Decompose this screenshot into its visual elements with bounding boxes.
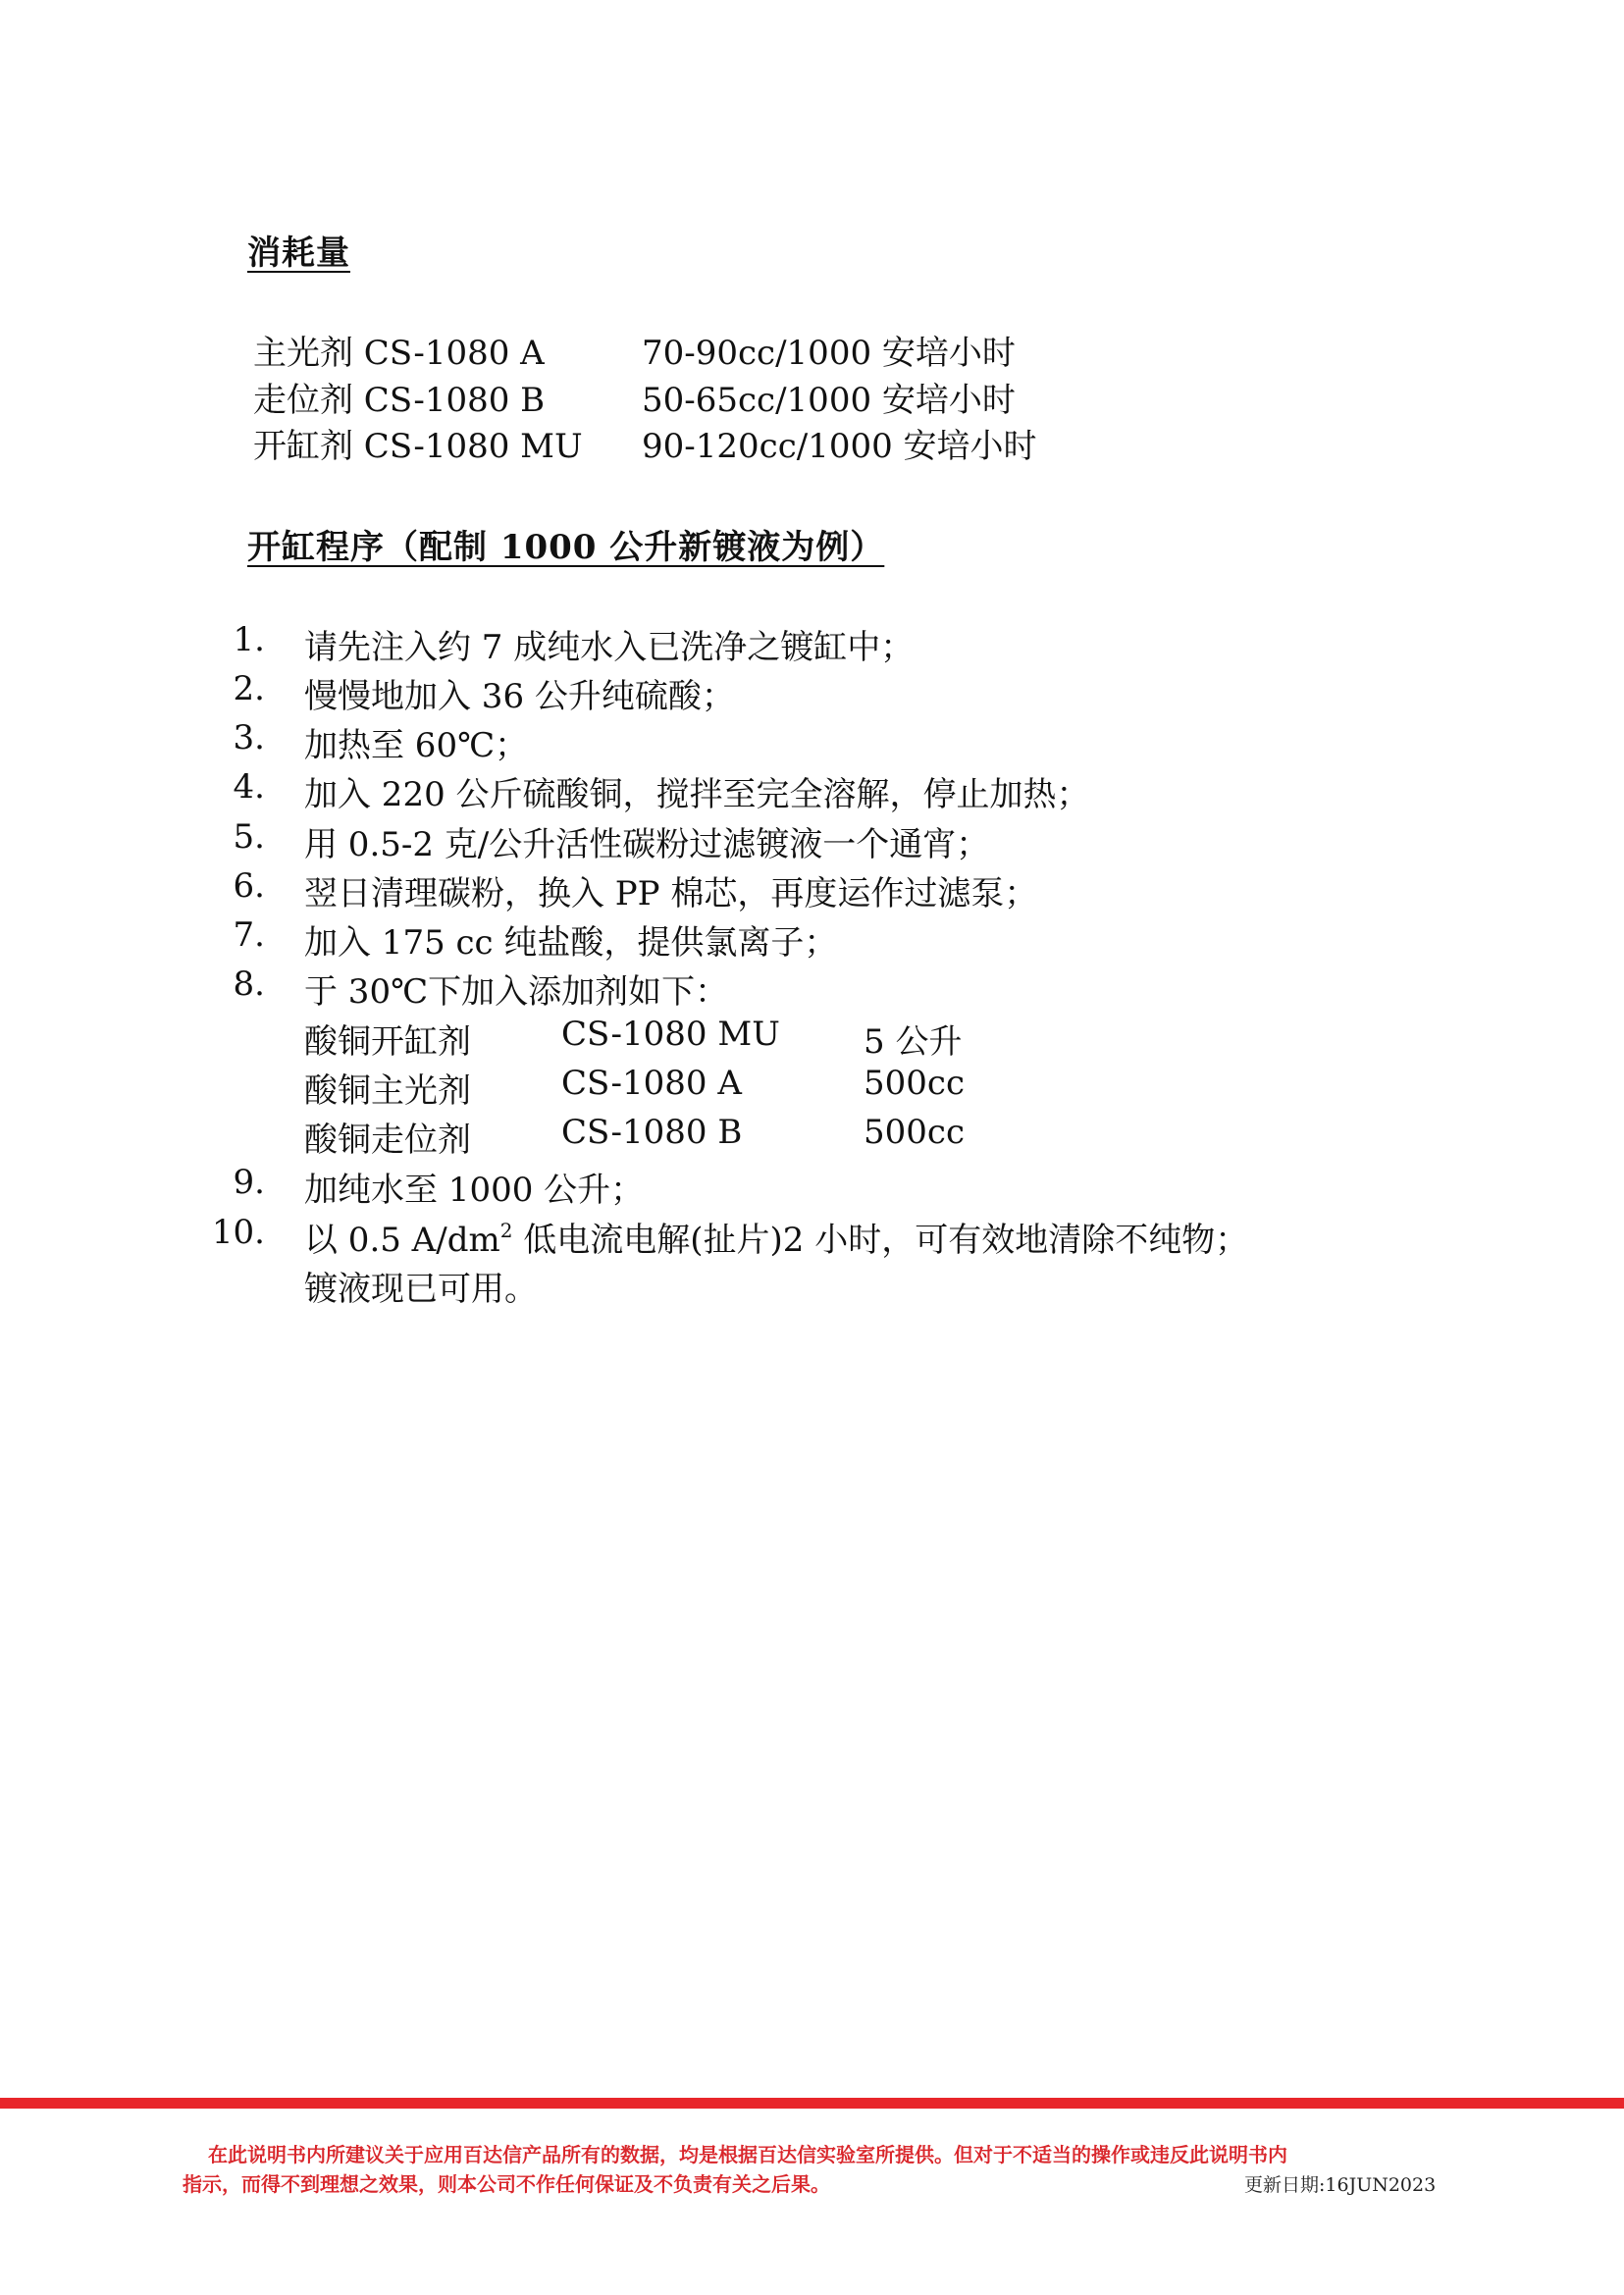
- additive-code: CS-1080 A: [561, 1064, 742, 1103]
- step-number: 10.: [211, 1213, 265, 1252]
- step-number: 5.: [233, 817, 265, 857]
- additive-code: CS-1080 MU: [561, 1015, 780, 1054]
- step-number: 1.: [233, 620, 265, 659]
- additive-code: CS-1080 B: [561, 1113, 743, 1152]
- step-text: 镀液现已可用。: [304, 1270, 538, 1309]
- step-text: 加入 220 公斤硫酸铜，搅拌至完全溶解，停止加热；: [304, 775, 1090, 814]
- consumption-product: 走位剂 CS-1080 B: [253, 381, 546, 420]
- superscript: 2: [499, 1219, 513, 1242]
- step-text: 加纯水至 1000 公升；: [304, 1171, 645, 1210]
- consumption-rate: 70-90cc/1000 安培小时: [642, 334, 1016, 373]
- additive-amount: 500cc: [864, 1064, 965, 1103]
- procedure-heading: 开缸程序（配制 1000 公升新镀液为例）: [247, 528, 885, 567]
- consumption-product: 主光剂 CS-1080 A: [253, 334, 545, 373]
- consumption-heading: 消耗量: [247, 234, 350, 273]
- step-text: 加入 175 cc 纯盐酸，提供氯离子；: [304, 923, 838, 963]
- step-number: 4.: [233, 767, 265, 807]
- step-number: 6.: [233, 866, 265, 906]
- update-date: 更新日期:16JUN2023: [1244, 2174, 1437, 2196]
- footer-divider: [0, 2098, 1624, 2109]
- step-number: 3.: [233, 718, 265, 757]
- additive-name: 酸铜走位剂: [304, 1121, 471, 1160]
- step-text: 加热至 60℃；: [304, 726, 529, 765]
- step-text: 请先注入约 7 成纯水入已洗净之镀缸中；: [304, 628, 915, 667]
- step-text: [304, 1213, 1248, 1261]
- additive-name: 酸铜开缸剂: [304, 1022, 471, 1062]
- step-text: 翌日清理碳粉，换入 PP 棉芯，再度运作过滤泵；: [304, 874, 1038, 913]
- step-text-part: 以 0.5 A/dm: [304, 1221, 500, 1260]
- step-text: 慢慢地加入 36 公升纯硫酸；: [304, 677, 735, 716]
- step-number: 8.: [233, 965, 265, 1004]
- step-number: 2.: [233, 669, 265, 708]
- consumption-rate: 50-65cc/1000 安培小时: [642, 381, 1016, 420]
- step-number: 7.: [233, 915, 265, 955]
- additive-amount: 5 公升: [864, 1022, 963, 1062]
- footer-disclaimer: 在此说明书内所建议关于应用百达信产品所有的数据，均是根据百达信实验室所提供。但对于不适当的操作或违反此说明书内: [208, 2143, 1287, 2166]
- consumption-rate: 90-120cc/1000 安培小时: [642, 427, 1037, 466]
- consumption-product: 开缸剂 CS-1080 MU: [253, 427, 583, 466]
- step-text: 于 30℃下加入添加剂如下：: [304, 972, 729, 1012]
- step-text-part: 低电流电解(扯片)2 小时，可有效地清除不纯物；: [512, 1221, 1249, 1260]
- step-number: 9.: [233, 1163, 265, 1202]
- additive-amount: 500cc: [864, 1113, 965, 1152]
- step-text: 用 0.5-2 克/公升活性碳粉过滤镀液一个通宵；: [304, 825, 990, 864]
- additive-name: 酸铜主光剂: [304, 1071, 471, 1111]
- footer-disclaimer: 指示，而得不到理想之效果，则本公司不作任何保证及不负责有关之后果。: [183, 2172, 830, 2196]
